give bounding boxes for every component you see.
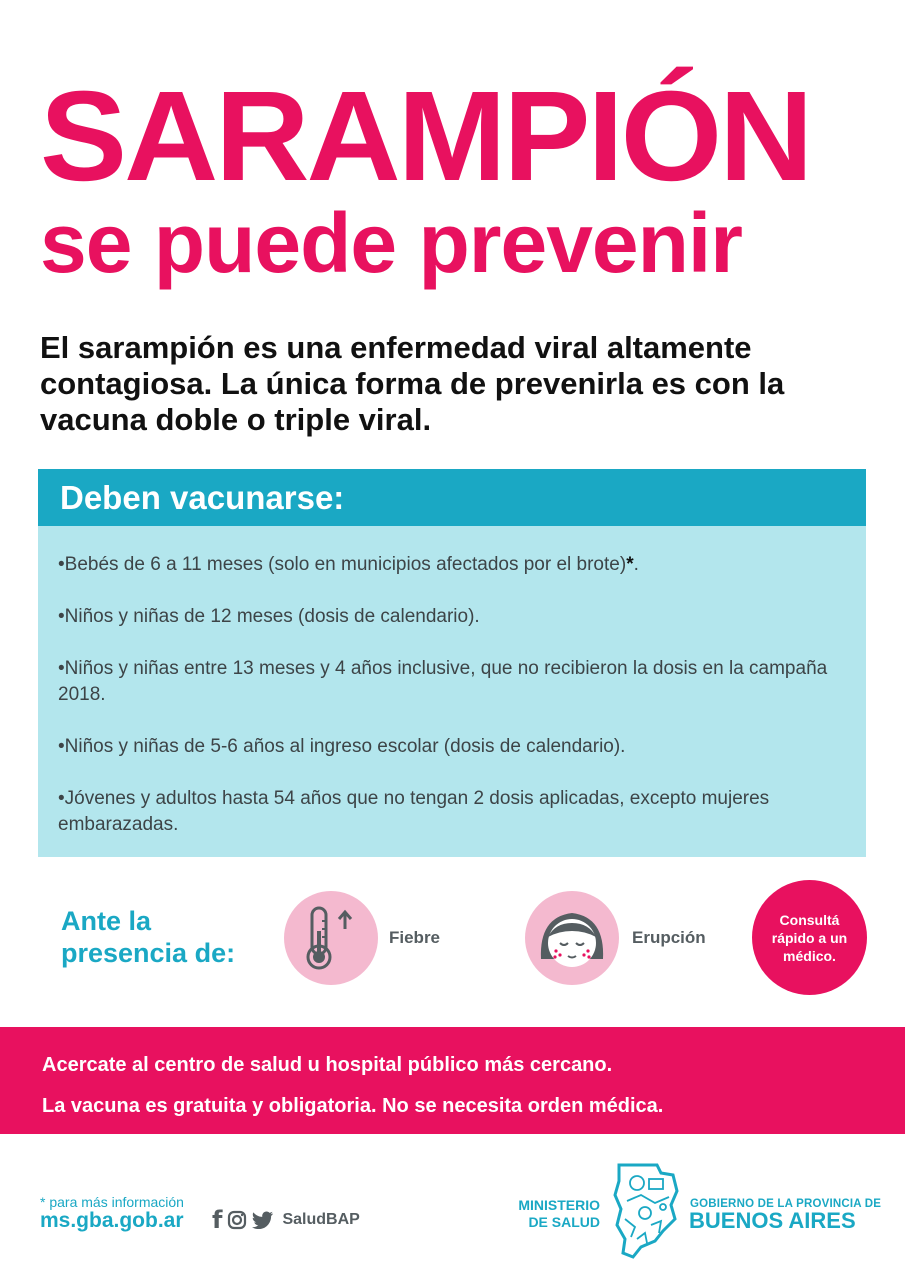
list-item: • Bebés de 6 a 11 meses (solo en municipios afectados por el brote)*.: [58, 552, 846, 578]
intro-paragraph: El sarampión es una enfermedad viral altamente contagiosa. La única forma de prevenirla es con la vacuna doble o triple viral.: [40, 330, 785, 437]
thermometer-icon: [284, 891, 378, 985]
consult-badge: Consultá rápido a un médico.: [752, 880, 867, 995]
page-title: SARAMPIÓN: [40, 65, 811, 208]
list-item: • Jóvenes y adultos hasta 54 años que no tengan 2 dosis aplicadas, excepto mujeres embarazadas.: [58, 786, 846, 838]
province-name: BUENOS AIRES: [689, 1208, 856, 1233]
rash-symptom: [525, 891, 619, 985]
info-url-link[interactable]: ms.gba.gob.ar: [40, 1209, 184, 1232]
vaccination-list: [38, 526, 866, 838]
rash-label: Erupción: [632, 928, 706, 947]
info-label: * para más información: [40, 1194, 184, 1210]
social-links: [212, 1206, 360, 1234]
banner-line-1: Acercate al centro de salud u hospital público más cercano.: [42, 1054, 613, 1076]
vaccination-panel: [38, 469, 866, 857]
facebook-icon[interactable]: f: [212, 1206, 223, 1234]
info-banner: [0, 1027, 905, 1134]
footnote-mark: *: [626, 554, 634, 575]
list-item: • Niños y niñas entre 13 meses y 4 años inclusive, que no recibieron la dosis en la campaña 2018.: [58, 656, 846, 708]
list-item: • Niños y niñas de 5-6 años al ingreso escolar (dosis de calendario).: [58, 734, 846, 760]
instagram-icon[interactable]: [227, 1210, 247, 1230]
social-handle: SaludBAP: [282, 1211, 360, 1228]
symptoms-lead: Ante la presencia de:: [61, 906, 236, 968]
page-subtitle: se puede prevenir: [40, 196, 742, 290]
list-item: • Niños y niñas de 12 meses (dosis de calendario).: [58, 604, 846, 630]
face-rash-icon: [525, 891, 619, 985]
province-map-logo: [611, 1161, 683, 1261]
vaccination-heading: Deben vacunarse:: [38, 469, 866, 526]
banner-line-2: La vacuna es gratuita y obligatoria. No se necesita orden médica.: [42, 1095, 664, 1117]
ministry-label: MINISTERIO DE SALUD: [518, 1197, 600, 1230]
government-label: GOBIERNO DE LA PROVINCIA DE: [690, 1198, 882, 1210]
twitter-icon[interactable]: [252, 1211, 274, 1229]
fever-symptom: [284, 891, 378, 985]
fever-label: Fiebre: [389, 928, 441, 947]
